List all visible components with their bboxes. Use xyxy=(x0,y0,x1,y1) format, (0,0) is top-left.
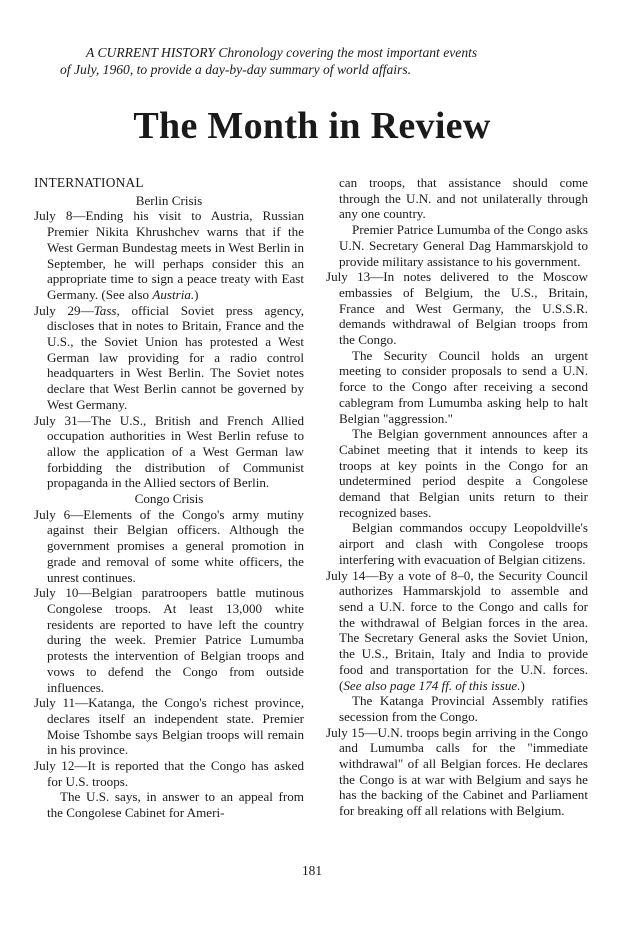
entry-date: July 13 xyxy=(326,269,371,285)
section-heading-international: INTERNATIONAL xyxy=(34,175,144,190)
paragraph-us-answer: The U.S. says, in answer to an appeal from the Congolese Cabinet for Ameri- xyxy=(47,789,304,821)
subhead-berlin-crisis: Berlin Crisis xyxy=(135,192,203,208)
paragraph-katanga-assembly: The Katanga Provincial Assembly ratifies secession from the Congo. xyxy=(339,693,588,724)
entry-text: —Elements of the Congo's army mutiny against their Belgian officers. Although the government promises a general promotion in grade and removal of some white officers, the unrest continues. xyxy=(47,506,304,585)
cross-reference: Austria. xyxy=(152,286,195,302)
paragraph-lumumba-request: Premier Patrice Lumumba of the Congo asks U.N. Secretary General Dag Hammarskjold to provide military assistance to his government. xyxy=(339,222,588,269)
page-title: The Month in Review xyxy=(133,105,491,147)
entry-text-end: ) xyxy=(194,286,199,302)
entry-date: July 14 xyxy=(326,567,366,583)
entry-date: July 15 xyxy=(326,724,365,740)
entry-july-11 xyxy=(34,695,304,758)
entry-july-15 xyxy=(326,725,588,819)
entry-july-14 xyxy=(326,568,588,694)
right-column xyxy=(326,175,588,819)
page-number: 181 xyxy=(301,863,323,878)
entry-date: July 10 xyxy=(34,585,79,601)
entry-july-12 xyxy=(34,758,304,789)
entry-date: July 12 xyxy=(34,758,75,774)
paragraph-continuation: can troops, that assistance should come through the U.N. and not unilaterally through any one country. xyxy=(339,175,588,222)
entry-text-end: ) xyxy=(520,677,525,693)
entry-date: July 31 xyxy=(34,412,78,428)
entry-july-29 xyxy=(34,303,304,413)
paragraph-security-council: The Security Council holds an urgent meeting to consider proposals to send a U.N. force to the Congo after receiving a second cablegram from Lumumba asking help to halt Belgian "aggression." xyxy=(339,347,588,426)
entry-date: July 6 xyxy=(34,506,71,522)
entry-text: —It is reported that the Congo has asked for U.S. troops. xyxy=(47,758,304,789)
entry-text: —The U.S., British and French Allied occupation authorities in West Berlin refuse to allow the application of a West German law forbidding the distribution of Communist propaganda in the Allied sectors of Berlin. xyxy=(47,412,305,491)
cross-reference: See also page 174 ff. of this issue. xyxy=(343,677,521,693)
entry-text: —In notes delivered to the Moscow embassies of Belgium, the U.S., Britain, France and West Germany, the U.S.S.R. demands withdrawal of Belgian troops from the Congo. xyxy=(339,269,589,348)
entry-text: —U.N. troops begin arriving in the Congo and Lumumba calls for the "immediate withdrawal" of all Belgian forces. He declares the Congo is at war with Belgium and says he has the backing of the Cabinet and Parliament for breaking off all relations with Belgium. xyxy=(339,724,588,819)
left-column xyxy=(34,175,304,821)
entry-july-31 xyxy=(34,413,304,492)
entry-text: —By a vote of 8–0, the Security Council authorizes Hammarskjold to assemble and send a U.N. force to the Congo and calls for the withdrawal of Belgian forces in the area. The Secretary General asks the Soviet Union, the U.S., Britain, Italy and India to provide food and transportation for the U.N. forces. ( xyxy=(339,567,588,693)
entry-dash: — xyxy=(80,302,94,318)
entry-text: official Soviet press agency, discloses that in notes to Britain, France and the U.S., the Soviet Union has protested a West German law providing for a radio control headquarters in West Berlin. The Soviet notes declare that West Berlin cannot be governed by West Germany. xyxy=(47,302,304,412)
entry-july-6 xyxy=(34,507,304,586)
chronology-header xyxy=(60,44,580,78)
entry-text: —Katanga, the Congo's richest province, declares itself an independent state. Premier Moise Tshombe says Belgian troops will remain in his province. xyxy=(47,695,304,758)
paragraph-belgian-commandos: Belgian commandos occupy Leopoldville's airport and clash with Congolese troops interfering with evacuation of Belgian citizens. xyxy=(339,520,588,567)
entry-text: —Ending his visit to Austria, Russian Premier Nikita Khrushchev warns that if the West German Bundestag meets in West Berlin in September, he will perhaps consider this an appropriate time to sign a peace treaty with East Germany. (See also xyxy=(47,208,305,302)
entry-july-13 xyxy=(326,269,588,348)
paragraph-belgian-government: The Belgian government announces after a Cabinet meeting that it intends to keep its troops at key points in the Congo for an undetermined period despite a Congolese demand that Belgian units return to their recognized bases. xyxy=(339,426,588,520)
agency-name: Tass, xyxy=(93,302,120,318)
entry-july-8 xyxy=(34,208,304,302)
entry-date: July 11 xyxy=(34,695,76,711)
header-line-2: of July, 1960, to provide a day-by-day summary of world affairs. xyxy=(60,62,412,77)
entry-text: —Belgian paratroopers battle mutinous Congolese troops. At least 13,000 white residents are reported to have left the country during the week. Premier Patrice Lumumba protests the intervention of Belgian troops and vows to defend the Congo from outside influences. xyxy=(47,585,304,695)
entry-date: July 8 xyxy=(34,208,73,224)
header-line-1: A CURRENT HISTORY Chronology covering the most important events xyxy=(86,45,478,60)
subhead-congo-crisis: Congo Crisis xyxy=(134,491,204,507)
entry-date: July 29 xyxy=(34,302,81,318)
entry-july-10 xyxy=(34,585,304,695)
